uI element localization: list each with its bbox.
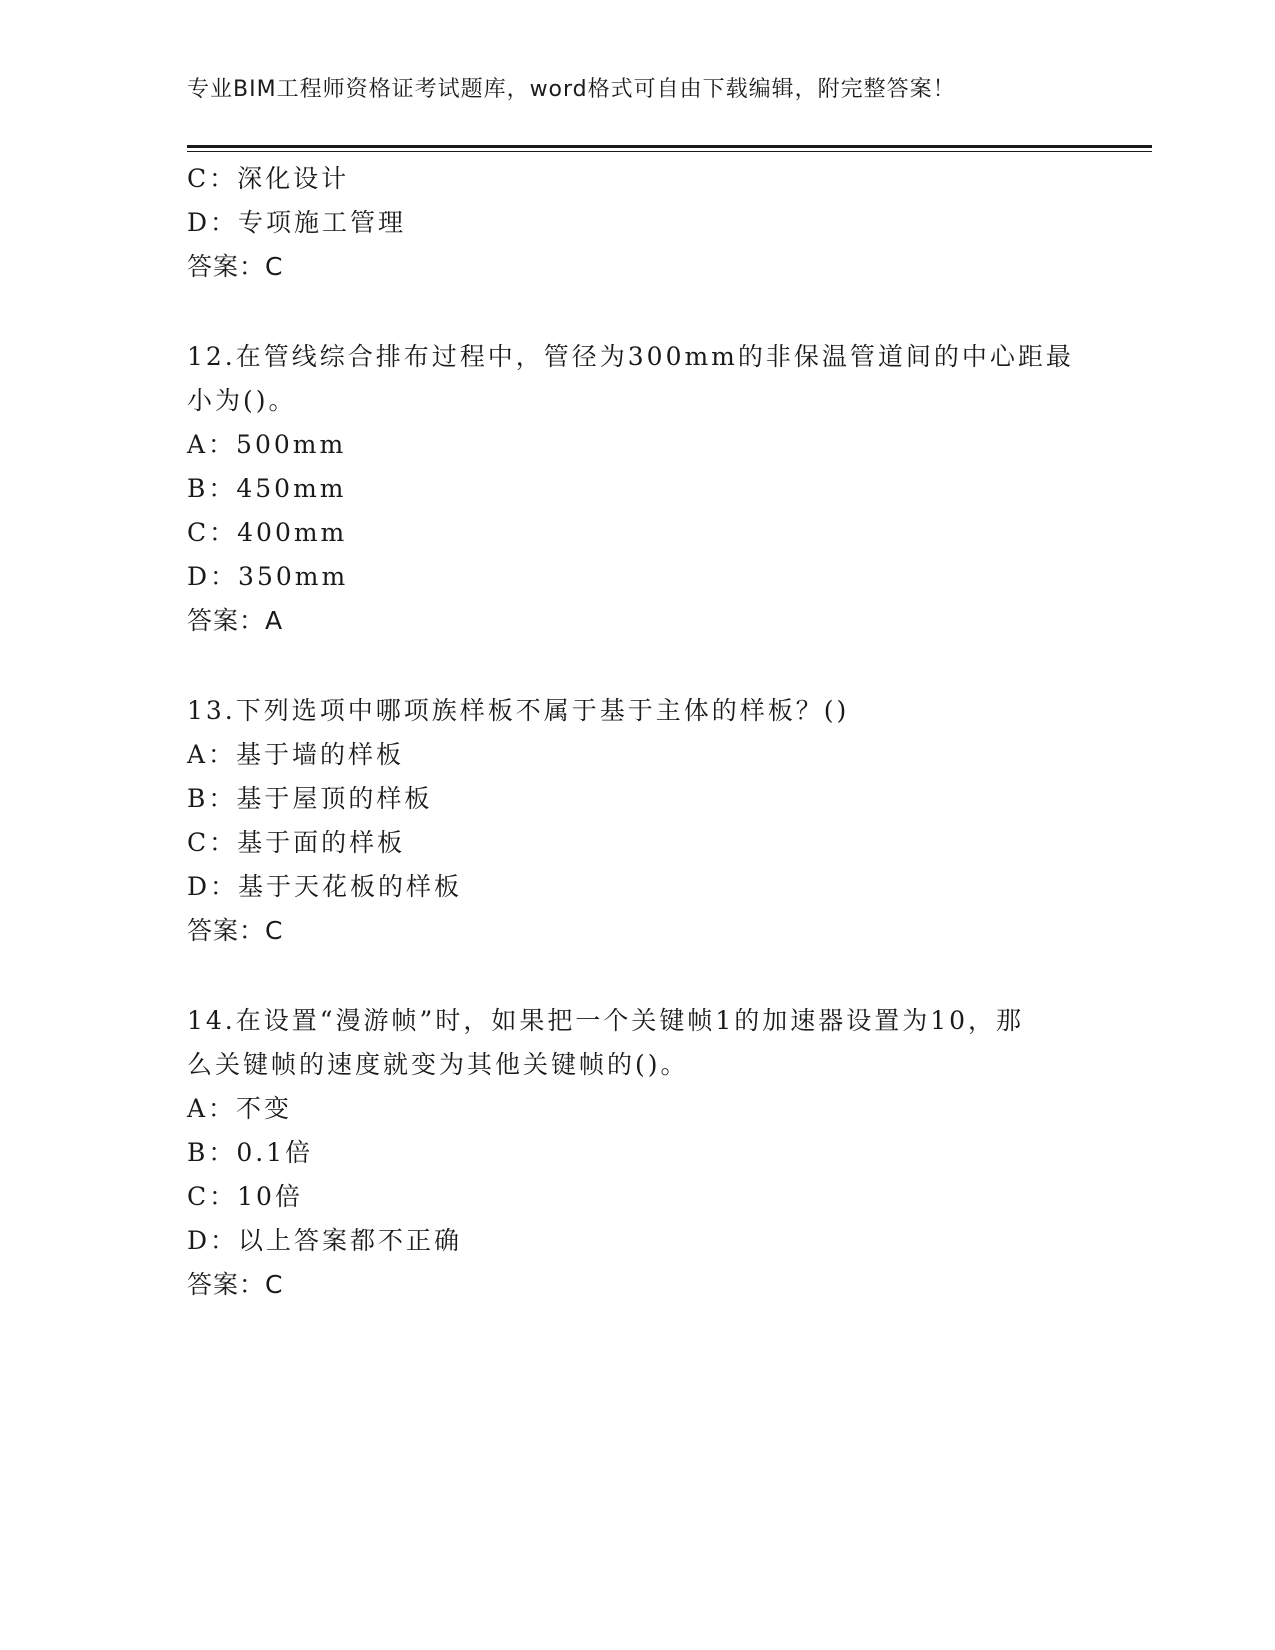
q11-answer: 答案：C	[187, 252, 284, 281]
q13-option-b: B：基于屋顶的样板	[187, 784, 433, 813]
q12-option-c: C：400mm	[187, 518, 348, 547]
q13-option-a: A：基于墙的样板	[187, 740, 405, 769]
q11-option-d: D：专项施工管理	[187, 208, 407, 237]
q14-option-a: A：不变	[187, 1094, 293, 1123]
q12-answer: 答案：A	[187, 606, 284, 635]
q14-answer: 答案：C	[187, 1270, 284, 1299]
q13-stem-line1: 13.下列选项中哪项族样板不属于基于主体的样板？()	[187, 696, 850, 725]
q12-stem-line2: 小为()。	[187, 386, 297, 415]
header-rule-thick	[187, 145, 1152, 148]
q13-option-d: D：基于天花板的样板	[187, 872, 463, 901]
q13-option-c: C：基于面的样板	[187, 828, 406, 857]
q13-answer: 答案：C	[187, 916, 284, 945]
q12-option-b: B：450mm	[187, 474, 347, 503]
q11-option-c: C：深化设计	[187, 164, 350, 193]
q12-stem-line1: 12.在管线综合排布过程中，管径为300mm的非保温管道间的中心距最	[187, 342, 1074, 371]
q14-option-c: C：10倍	[187, 1182, 303, 1211]
q14-stem-line1: 14.在设置“漫游帧”时，如果把一个关键帧1的加速器设置为10，那	[187, 1006, 1025, 1035]
q14-stem-line2: 么关键帧的速度就变为其他关键帧的()。	[187, 1050, 689, 1079]
q14-option-b: B：0.1倍	[187, 1138, 314, 1167]
page-header: 专业BIM工程师资格证考试题库，word格式可自由下载编辑，附完整答案！	[187, 77, 956, 102]
q12-option-d: D：350mm	[187, 562, 349, 591]
q12-option-a: A：500mm	[187, 430, 347, 459]
q14-option-d: D：以上答案都不正确	[187, 1226, 463, 1255]
header-rule-thin	[187, 151, 1152, 152]
